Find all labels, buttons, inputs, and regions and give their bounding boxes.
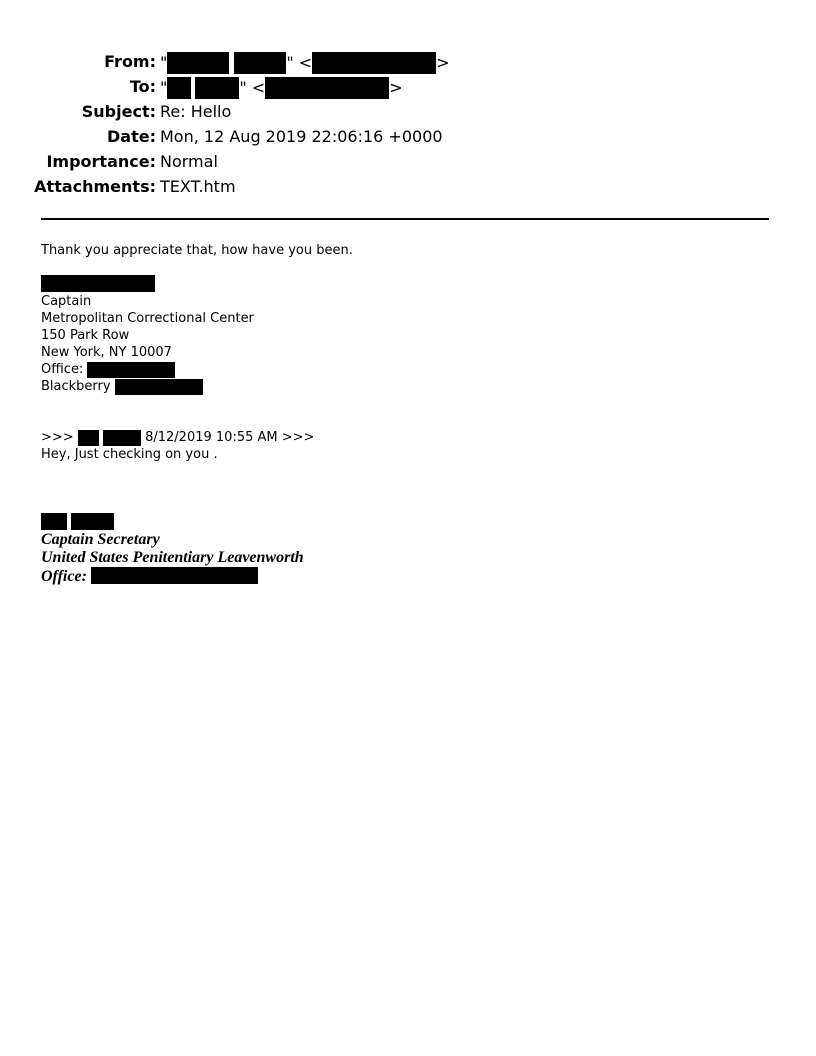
redaction-box <box>312 52 436 74</box>
redaction-box <box>167 52 229 74</box>
redaction-box <box>41 513 67 530</box>
reply-text: Thank you appreciate that, how have you been. <box>41 243 353 258</box>
from-quote-close: " < <box>286 52 313 72</box>
signature-title: Captain <box>41 294 92 309</box>
to-quote-open: " <box>160 77 168 97</box>
redaction-box <box>167 77 191 99</box>
signature-blackberry <box>41 378 203 395</box>
redaction-box <box>234 52 286 74</box>
sender-office <box>41 567 258 586</box>
to-value <box>160 76 403 99</box>
redaction-box <box>115 379 203 395</box>
subject-row <box>0 101 816 123</box>
sender-office-label: Office: <box>41 568 87 585</box>
sender-name-redacted <box>41 513 114 530</box>
redaction-box <box>71 513 114 530</box>
redaction-box <box>265 77 389 99</box>
importance-row <box>0 151 816 173</box>
quote-prefix: >>> <box>41 430 74 445</box>
from-value <box>160 51 450 74</box>
office-label: Office: <box>41 362 84 377</box>
signature-name-redacted <box>41 275 155 292</box>
header-divider <box>41 218 769 220</box>
date-label: Date: <box>107 127 156 146</box>
redaction-box <box>91 567 258 584</box>
importance-label: Importance: <box>46 152 156 171</box>
to-quote-close: " < <box>239 77 266 97</box>
subject-label: Subject: <box>81 102 156 121</box>
blackberry-label: Blackberry <box>41 379 111 394</box>
redaction-box <box>87 362 175 378</box>
from-row <box>0 51 816 73</box>
sender-title: Captain Secretary <box>41 531 160 548</box>
redaction-box <box>78 430 99 446</box>
redaction-box <box>195 77 239 99</box>
importance-value: Normal <box>160 152 218 171</box>
to-row <box>0 76 816 98</box>
quoted-header <box>41 429 314 446</box>
from-close: > <box>436 52 450 72</box>
from-label: From: <box>104 52 156 71</box>
to-label: To: <box>129 77 156 96</box>
signature-office <box>41 361 175 378</box>
signature-org: Metropolitan Correctional Center <box>41 311 254 326</box>
sender-institution: United States Penitentiary Leavenworth <box>41 549 304 566</box>
quoted-text: Hey, Just checking on you . <box>41 447 218 462</box>
from-quote-open: " <box>160 52 168 72</box>
attachments-label: Attachments: <box>34 177 156 196</box>
subject-value: Re: Hello <box>160 102 232 121</box>
redaction-box <box>41 275 155 292</box>
date-row <box>0 126 816 148</box>
to-close: > <box>389 77 403 97</box>
attachment-link[interactable]: TEXT.htm <box>160 177 236 196</box>
redaction-box <box>103 430 141 446</box>
date-value: Mon, 12 Aug 2019 22:06:16 +0000 <box>160 127 443 146</box>
signature-address1: 150 Park Row <box>41 328 130 343</box>
quote-timestamp: 8/12/2019 10:55 AM >>> <box>145 430 315 445</box>
signature-address2: New York, NY 10007 <box>41 345 172 360</box>
attachments-row <box>0 176 816 198</box>
